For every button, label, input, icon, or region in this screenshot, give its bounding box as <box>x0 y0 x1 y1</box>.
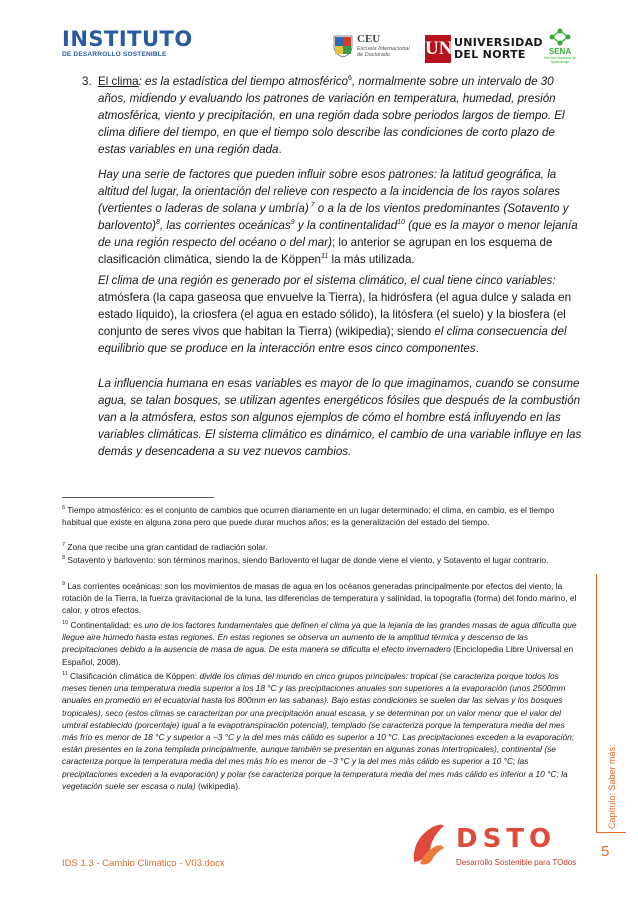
list-item-number: 3. <box>82 75 92 88</box>
sena-logo-title: SENA <box>548 47 572 56</box>
footnote-7: $^7$ Zona que recibe una gran cantidad de radiación solar. <box>62 542 268 552</box>
footnote-10: $^{10}$ Continentalidad: es uno de los factores fundamentales que definen el clima ya que la lejanía de las grandes masas de agua dificulta que llegue aire húmedo hasta estas regiones. En estas regiones se observa un aumento de la amplitud térmica y descenso de las precipitaciones debido a la ausencia de masa de agua. De esta manera se dificulta el efecto invernadero (Enciclopedia Libre Universal en Español, 2008). <box>62 620 577 667</box>
ceu-logo <box>333 32 423 62</box>
paragraph-sistema-climatico: El clima de una región es generado por el sistema climático, el cual tiene cinco variables: atmósfera (la capa gaseosa que envuelve la Tierra), la hidrósfera (el agua dulce y salada en estado líquido), la criosfera (el agua en estado sólido), la litósfera (el suelo) y la biosfera (el conjunto de seres vivos que habitan la Tierra) (wikipedia); siendo el clima consecuencia del equilibrio que se produce en la interacción entre esos cinco componentes. <box>98 274 572 355</box>
uninorte-mark: UN <box>425 35 451 63</box>
paragraph-factores: Hay una serie de factores que pueden influir sobre esos patrones: la latitud geográfica, la altitud del lugar, la orientación del relieve con respecto a la incidencia de los rayos solares (vertientes o laderas de solana y umbría) $^7$ o a la de los vientos predominantes (Sotavento y barlovento)$^8$, las corrientes oceánicas$^9$ y la continentalidad$^{10}$ (que es la mayor o menor lejanía de una región respecto del océano o del mar); lo anterior se agrupan en los esquema de clasificación climática, siendo la de Köppen$^{11}$ la más utilizada. <box>98 168 578 266</box>
instituto-logo <box>62 27 193 58</box>
dsto-logo-title: DSTO <box>456 824 557 854</box>
dsto-logo-subtitle: Desarrollo Sostenible para TOdos <box>456 858 577 867</box>
term-clima: El clima <box>98 75 139 88</box>
chapter-side-label <box>600 572 617 832</box>
instituto-logo-title: INSTITUTO <box>62 27 193 51</box>
uninorte-logo <box>425 35 543 63</box>
uninorte-text: UNIVERSIDAD DEL NORTE <box>454 36 543 61</box>
footnote-ref-7[interactable]: 7 <box>308 202 315 210</box>
footnote-ref-9[interactable]: 9 <box>290 219 295 227</box>
ceu-logo-subtitle: Escuela Internacional de Doctorado <box>357 46 410 58</box>
ceu-logo-title: CEU <box>357 33 381 45</box>
ceu-shield-icon <box>333 34 353 58</box>
footnote-ref-8[interactable]: 8 <box>156 219 160 227</box>
footnote-11: $^{11}$ Clasificación climática de Köppen: divide los climas del mundo en cinco grupos principales: tropical (se caracteriza porque todos los meses tienen una temperatura media superior a los 18 °C y las precipitaciones anuales son superiores a la evaporación (unos 2500mm anuales en promedio en el ecuatorial hasta los 800mm en las sabanas). Bajo estas condiciones se suelen dar las selvas y los bosques tropicales), seco (estos climas se caracterizan por una precipitación anual escasa, y se determinan por un valor menor que el valor del umbral establecido (porcentaje) igual a la evapotranspiración potencial), templado (se caracteriza porque la temperatura media del mes más frío es menor de 18 °C y superior a −3 °C y la del mes más cálido es superior a 10 °C. Las precipitaciones exceden a la evaporación; están presentes en la zona templada principalmente, aunque también se presentan en algunas zonas intertropicales), continental (se caracteriza porque la temperatura media del mes más frío es menor de −3 °C y la del mes más cálido es superior a 10 °C; las precipitaciones exceden a la evaporación) y polar (se caracteriza porque la temperatura media del mes más cálido es inferior a 10 °C; la vegetación suele ser escasa o nula) (wikipedia). <box>62 671 575 791</box>
dsto-logo <box>410 818 590 878</box>
footnote-9: $^9$ Las corrientes oceánicas: son los movimientos de masas de agua en los océanos generadas principalmente por efectos del viento, la rotación de la Tierra, la fuerza gravitacional de la luna, las diferencias de temperatura y salinidad, la topografía (forma) del fondo marino, el calor, y otros efectos. <box>62 581 577 616</box>
dsto-mark-icon <box>410 822 446 866</box>
paragraph-influencia-humana: La influencia humana en esas variables es mayor de lo que imaginamos, cuando se consume agua, se talan bosques, se utilizan agentes energéticos fósiles que después de la combustión van a la atmósfera, estos son algunos ejemplos de cómo el hombre está influyendo en las variables climáticas. El sistema climático es dinámico, el cambio de una variable influye en las demás y desencadena a su vez nuevos cambios. <box>98 377 582 458</box>
footnote-8: $^8$ Sotavento y barlovento: son términos marinos, siendo Barlovento el lugar de donde viene el viento, y Sotavento el lugar contrario. <box>62 555 549 565</box>
footnote-ref-10[interactable]: 10 <box>397 219 405 227</box>
footnote-separator <box>62 497 214 498</box>
page-number: 5 <box>601 843 610 860</box>
side-rule <box>596 574 597 832</box>
footnote-ref-6[interactable]: 6 <box>348 75 352 83</box>
footnote-6: $^6$ Tiempo atmosférico: es el conjunto de cambios que ocurren diariamente en un lugar determinado; el clima, en cambio, es el tiempo habitual que existe en alguna zona pero que puede durar muchos años; es la generalización del estado del tiempo. <box>62 505 555 528</box>
document-name: IDS 1.3 - Cambio Climático - V03.docx <box>62 858 225 869</box>
sena-mark-icon <box>548 28 572 46</box>
sena-logo-subtitle: Servicio Nacional de Aprendizaje <box>544 56 576 64</box>
chapter-label: Capítulo: Saber más: <box>607 744 617 829</box>
sena-logo <box>540 28 580 64</box>
list-item-text: El clima: es la estadística del tiempo atmosférico$^6$, normalmente sobre un intervalo de 30 años, midiendo y evaluando los patrones de variación en temperatura, humedad, presión atmosférica, viento y precipitación, en una región dada sobre periodos largos de tiempo. El clima difiere del tiempo, en que el tiempo solo describe las condiciones de corto plazo de estas variables en una región dada. <box>98 75 565 156</box>
page-number-rule <box>596 832 626 833</box>
footnote-ref-11[interactable]: 11 <box>320 253 329 261</box>
instituto-logo-subtitle: DE DESARROLLO SOSTENIBLE <box>62 51 167 58</box>
list-item-clima <box>82 73 582 158</box>
